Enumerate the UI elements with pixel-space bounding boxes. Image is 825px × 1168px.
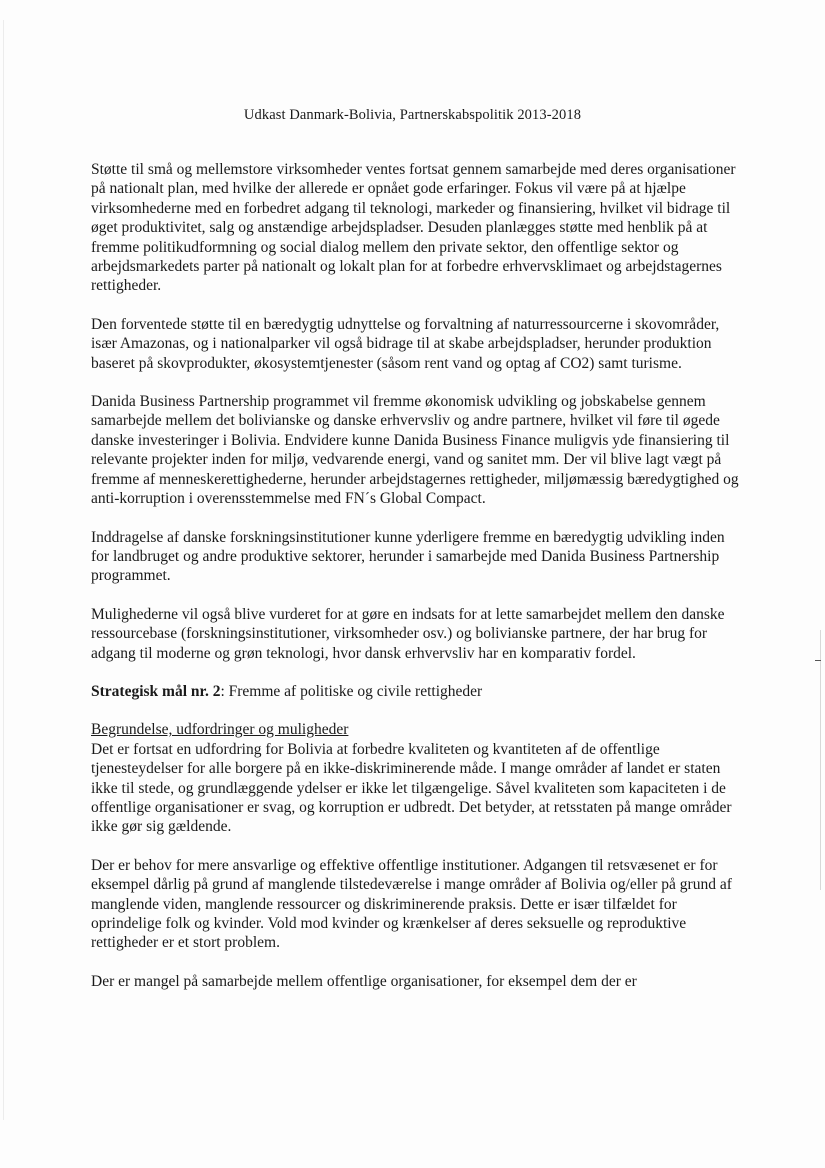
paragraph-natural-resources: Den forventede støtte til en bæredygtig udnyttelse og forvaltning af naturressourcerne i skovområder, især Amazonas, og i nationalparker vil også bidrage til at skabe arbejdspladser, herunder produktion baseret på skovprodukter, økosystemtjenester (såsom rent vand og optag af CO2) samt turisme.	[91, 315, 720, 372]
paragraph-research-institutions: Inddragelse af danske forskningsinstitutioner kunne yderligere fremme en bæredygtig udvikling inden for landbruget og andre produktive sektorer, herunder i samarbejde med Danida Business Partnership programmet.	[91, 528, 725, 585]
page-header: Udkast Danmark-Bolivia, Partnerskabspolitik 2013-2018	[243, 107, 582, 123]
paragraph-public-services: Det er fortsat en udfordring for Bolivia at forbedre kvaliteten og kvantiteten af de offentlige tjenesteydelser for alle borgere på en ikke-diskriminerende måde. I mange områder af landet er staten ikke til stede, og grundlæggende ydelser er ikke let tilgængelige. Såvel kvaliteten som kapaciteten i de offentlige organisationer er svag, og korruption er udbredt. Det betyder, at retsstaten på mange områder ikke gør sig gældende.	[91, 740, 732, 836]
section-heading-rest: : Fremme af politiske og civile rettigheder	[220, 682, 483, 700]
paragraph-business-partnership: Danida Business Partnership programmet vil fremme økonomisk udvikling og jobskabelse gennem samarbejde mellem det bolivianske og danske erhvervsliv og andre partnere, hvilket vil føre til øgede danske investeringer i Bolivia. Endvidere kunne Danida Business Finance muligvis yde finansiering til relevante projekter inden for miljø, vedvarende energi, vand og sanitet mm. Der vil blive lagt vægt på fremme af menneskerettighederne, herunder arbejdstagernes rettigheder, miljømæssig bæredygtighed og anti-korruption i overensstemmelse med FN´s Global Compact.	[91, 393, 739, 508]
scan-edge-left	[3, 20, 4, 1120]
scan-edge-right	[820, 630, 821, 890]
document-body	[91, 160, 739, 991]
section-heading-bold: Strategisk mål nr. 2	[91, 682, 221, 700]
paragraph-resource-base: Mulighederne vil også blive vurderet for at gøre en indsats for at lette samarbejdet mellem den danske ressourcebase (forskningsinstitutioner, virksomheder osv.) og bolivianske partnere, der har brug for adgang til moderne og grøn teknologi, hvor dansk erhvervsliv har en komparativ fordel.	[91, 605, 725, 662]
paragraph-cooperation: Der er mangel på samarbejde mellem offentlige organisationer, for eksempel dem der er	[91, 972, 637, 990]
paragraph-sme-support: Støtte til små og mellemstore virksomheder ventes fortsat gennem samarbejde med deres organisationer på nationalt plan, med hvilke der allerede er opnået gode erfaringer. Fokus vil være på at hjælpe virksomhederne med en forbedret adgang til teknologi, markeder og finansiering, hvilket vil bidrage til øget produktivitet, salg og anstændige arbejdspladser. Desuden planlægges støtte med henblik på at fremme politikudformning og social dialog mellem den private sektor, den offentlige sektor og arbejdsmarkedets parter på nationalt og lokalt plan for at forbedre erhvervsklimaet og arbejdstagernes rettigheder.	[91, 161, 736, 295]
section-subheading: Begrundelse, udfordringer og muligheder	[91, 721, 349, 739]
paragraph-institutions: Der er behov for mere ansvarlige og effektive offentlige institutioner. Adgangen til retsvæsenet er for eksempel dårlig på grund af manglende tilstedeværelse i mange områder af Bolivia og/eller på grund af manglende viden, manglende ressourcer og diskriminerende praksis. Dette er især tilfældet for oprindelige folk og kvinder. Vold mod kvinder og krænkelser af deres seksuelle og reproduktive rettigheder er et stort problem.	[91, 856, 732, 952]
scan-margin-mark	[815, 660, 821, 661]
section-heading	[91, 682, 739, 701]
